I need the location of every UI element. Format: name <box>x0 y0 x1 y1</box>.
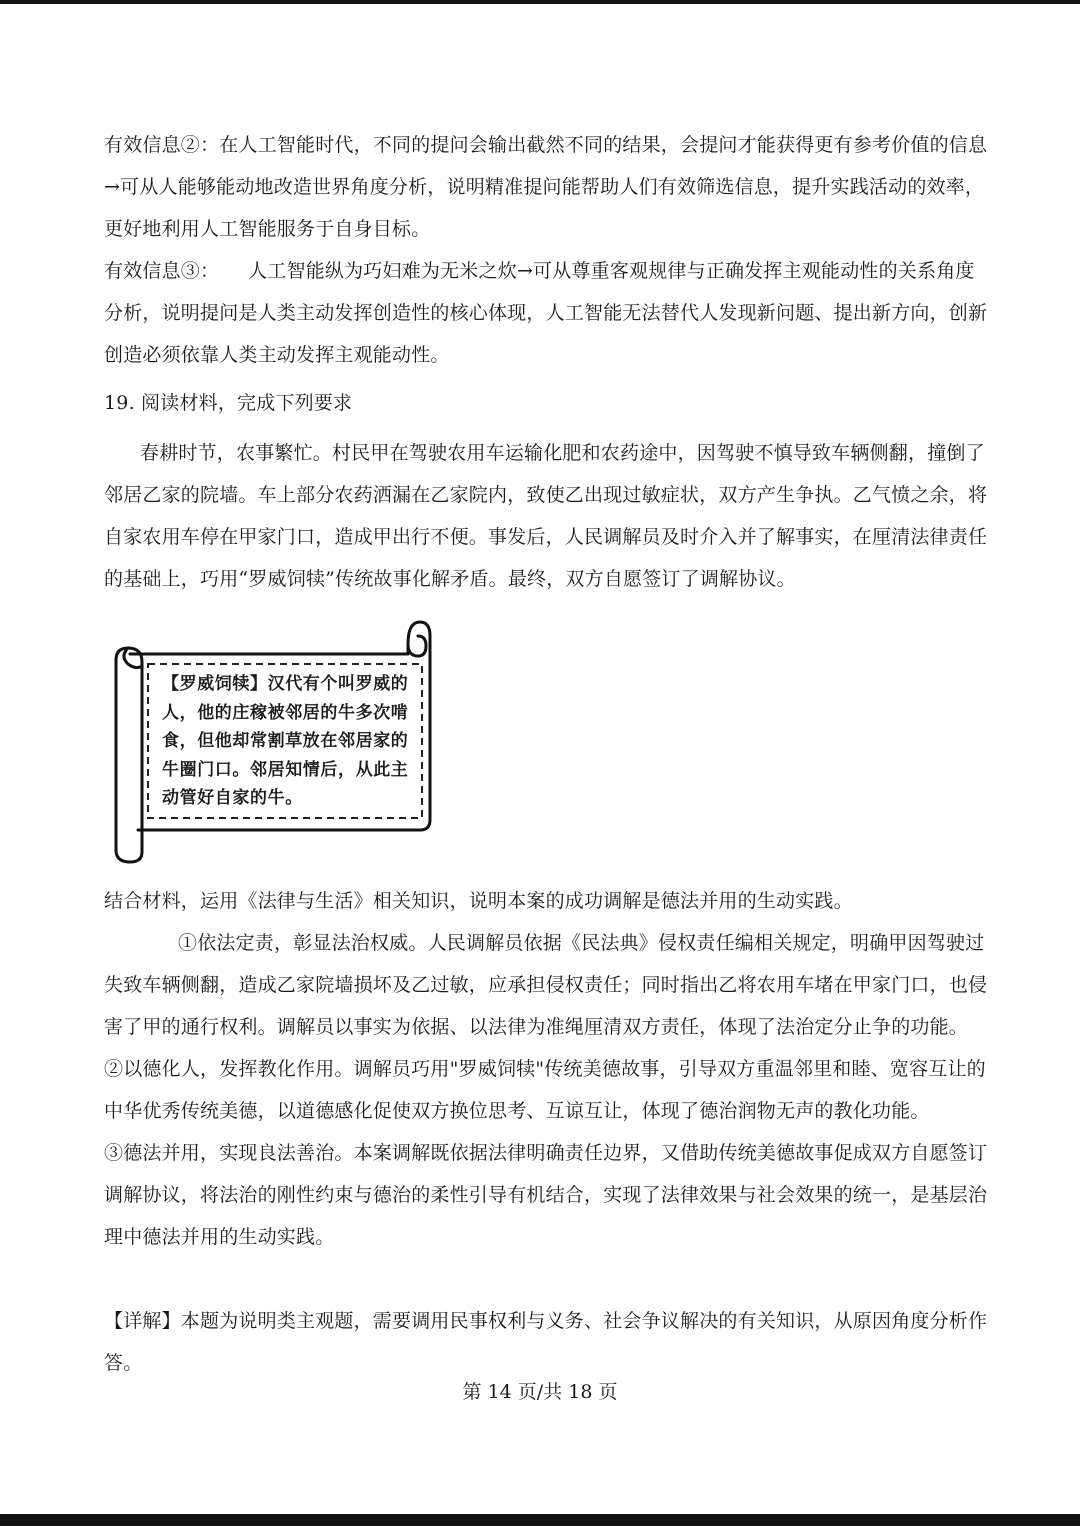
question-title: 19. 阅读材料，完成下列要求 <box>104 392 353 414</box>
answer2-line-1: ②以德化人，发挥教化作用。调解员巧用"罗威饲犊"传统美德故事，引导双方重温邻里和睦、宽容互让的 <box>104 1058 986 1080</box>
material-line-2: 邻居乙家的院墙。车上部分农药洒漏在乙家院内，致使乙出现过敏症状，双方产生争执。乙气愤之余，将 <box>104 484 988 506</box>
story-line-3: 食，但他却常割草放在邻居家的 <box>162 731 409 751</box>
answer1-line-1: ①依法定责，彰显法治权威。人民调解员依据《民法典》侵权责任编相关规定，明确甲因驾驶过 <box>178 932 985 954</box>
detail-line-1: 【详解】本题为说明类主观题，需要调用民事权利与义务、社会争议解决的有关知识，从原因角度分析作 <box>104 1310 988 1332</box>
detail-line-2: 答。 <box>104 1352 143 1374</box>
info2-line-3: 更好地利用人工智能服务于自身目标。 <box>104 218 431 240</box>
info3-line-1: 有效信息③： 人工智能纵为巧妇难为无米之炊→可从尊重客观规律与正确发挥主观能动性的关系角度 <box>104 260 975 282</box>
answer2-line-2: 中华优秀传统美德，以道德感化促使双方换位思考、互谅互让，体现了德治润物无声的教化功能。 <box>104 1100 930 1122</box>
info2-line-2: →可从人能够能动地改造世界角度分析，说明精准提问能帮助人们有效筛选信息，提升实践活动的效率， <box>104 176 985 198</box>
answer1-line-2: 失致车辆侧翻，造成乙家院墙损坏及乙过敏，应承担侵权责任；同时指出乙将农用车堵在甲家门口，也侵 <box>104 974 988 996</box>
material-line-4: 的基础上，巧用“罗威饲犊”传统故事化解矛盾。最终，双方自愿签订了调解协议。 <box>104 568 796 590</box>
story-line-1: 【罗威饲犊】汉代有个叫罗威的 <box>162 674 409 694</box>
answer3-line-3: 理中德法并用的生动实践。 <box>104 1226 335 1248</box>
info2-line-1: 有效信息②：在人工智能时代，不同的提问会输出截然不同的结果，会提问才能获得更有参考价值的信息 <box>104 134 988 156</box>
story-line-4: 牛圈门口。邻居知情后，从此主 <box>162 760 409 780</box>
answer3-line-2: 调解协议，将法治的刚性约束与德治的柔性引导有机结合，实现了法律效果与社会效果的统一，是基层治 <box>104 1184 988 1206</box>
answer1-line-3: 害了甲的通行权利。调解员以事实为依据、以法律为准绳厘清双方责任，体现了法治定分止争的功能。 <box>104 1016 969 1038</box>
bottom-border <box>0 1514 1080 1526</box>
story-line-5: 动管好自家的牛。 <box>162 788 303 808</box>
info3-line-2: 分析，说明提问是人类主动发挥创造性的核心体现，人工智能无法替代人发现新问题、提出新方向，创新 <box>104 302 988 324</box>
story-line-2: 人，他的庄稼被邻居的牛多次啃 <box>162 703 409 723</box>
requirement: 结合材料，运用《法律与生活》相关知识，说明本案的成功调解是德法并用的生动实践。 <box>104 890 853 912</box>
info3-line-3: 创造必须依靠人类主动发挥主观能动性。 <box>104 344 450 366</box>
material-line-1: 春耕时节，农事繁忙。村民甲在驾驶农用车运输化肥和农药途中，因驾驶不慎导致车辆侧翻，撞倒了 <box>140 442 985 464</box>
top-border <box>0 0 1080 4</box>
page-number: 第 14 页/共 18 页 <box>462 1381 618 1403</box>
answer3-line-1: ③德法并用，实现良法善治。本案调解既依据法律明确责任边界，又借助传统美德故事促成双方自愿签订 <box>104 1142 988 1164</box>
material-line-3: 自家农用车停在甲家门口，造成甲出行不便。事发后，人民调解员及时介入并了解事实，在厘清法律责任 <box>104 526 988 548</box>
